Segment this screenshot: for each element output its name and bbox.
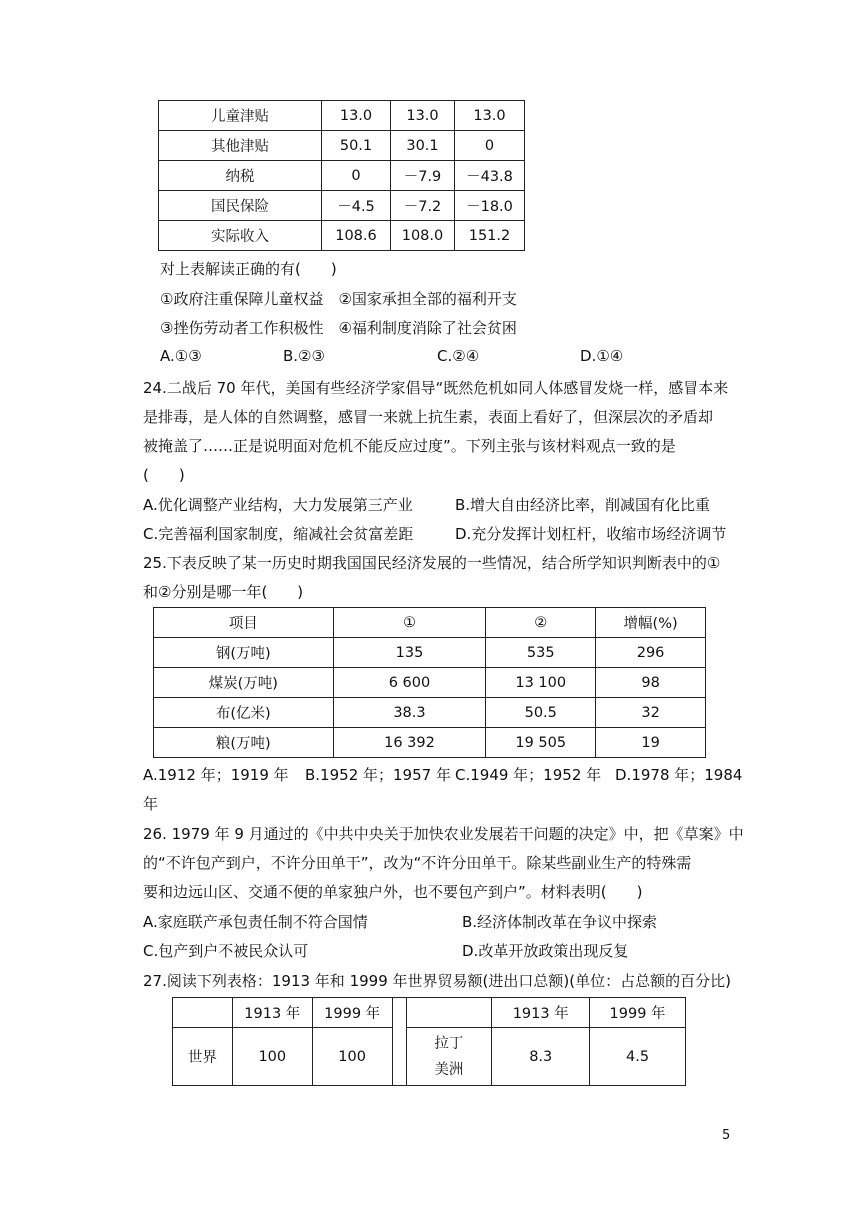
q25-line-1: 25.下表反映了某一历史时期我国国民经济发展的一些情况，结合所学知识判断表中的①	[143, 554, 721, 572]
welfare-table-row	[159, 101, 525, 131]
q26-option-c: C.包产到户不被民众认可	[143, 942, 309, 960]
q26-line-2: 的“不许包产到户，不许分田单干”，改为“不许分田单干。除某些副业生产的特殊需	[143, 854, 692, 872]
economy-table-cell: 32	[596, 698, 706, 728]
economy-table	[153, 607, 706, 758]
q24-line-2: 是排毒，是人体的自然调整，感冒一来就上抗生素，表面上看好了，但深层次的矛盾却	[143, 408, 714, 426]
trade-right-row-label-1: 拉丁	[434, 1035, 464, 1052]
trade-table	[172, 997, 686, 1086]
q25-option-b: B.1952 年；1957 年	[305, 766, 451, 784]
welfare-table-row	[159, 161, 525, 191]
economy-table-cell: 19	[596, 728, 706, 758]
welfare-table-cell: 13.0	[322, 101, 391, 131]
trade-left-row-1913: 100	[232, 1028, 312, 1086]
q24-option-d: D.充分发挥计划杠杆，收缩市场经济调节	[455, 525, 727, 543]
welfare-table-cell: 国民保险	[159, 191, 322, 221]
economy-table-cell: 19 505	[486, 728, 596, 758]
trade-divider	[392, 998, 406, 1086]
q23-statement-1: ①政府注重保障儿童权益 ②国家承担全部的福利开支	[160, 290, 517, 308]
welfare-table-cell: －4.5	[322, 191, 391, 221]
q24-option-a: A.优化调整产业结构，大力发展第三产业	[143, 496, 413, 514]
welfare-table-cell: 0	[455, 131, 525, 161]
q23-prompt: 对上表解读正确的有( )	[160, 260, 337, 278]
trade-right-header-1: 1913 年	[492, 998, 590, 1028]
page-number: 5	[722, 1128, 731, 1143]
economy-table-row	[154, 728, 706, 758]
economy-table-row	[154, 668, 706, 698]
economy-table-row	[154, 638, 706, 668]
q24-option-b: B.增大自由经济比率，削减国有化比重	[455, 496, 711, 514]
welfare-table-cell: －7.9	[391, 161, 455, 191]
trade-right-row-label-2: 美洲	[434, 1061, 464, 1078]
q24-option-c: C.完善福利国家制度，缩减社会贫富差距	[143, 525, 414, 543]
trade-right-header-2: 1999 年	[590, 998, 686, 1028]
economy-table-cell: 296	[596, 638, 706, 668]
welfare-table-cell: －43.8	[455, 161, 525, 191]
welfare-table-cell: 其他津贴	[159, 131, 322, 161]
welfare-table-cell: 108.6	[322, 221, 391, 251]
q23-statement-2: ③挫伤劳动者工作积极性 ④福利制度消除了社会贫困	[160, 319, 517, 337]
economy-table-cell: 粮(万吨)	[154, 728, 334, 758]
q26-line-3: 要和边远山区、交通不便的单家独户外，也不要包产到户”。材料表明( )	[143, 883, 643, 901]
q25-option-c: C.1949 年；1952 年	[455, 766, 602, 784]
welfare-table-cell: 实际收入	[159, 221, 322, 251]
economy-table-header-cell: 增幅(%)	[596, 608, 706, 638]
economy-table-header-cell: ②	[486, 608, 596, 638]
q23-option-a: A.①③	[160, 347, 202, 365]
welfare-table-cell: 13.0	[391, 101, 455, 131]
q24-line-4: ( )	[143, 466, 185, 484]
q25-option-a: A.1912 年；1919 年	[143, 766, 289, 784]
trade-left-row-label: 世界	[173, 1028, 233, 1086]
q26-option-d: D.改革开放政策出现反复	[462, 942, 629, 960]
welfare-table-cell: 0	[322, 161, 391, 191]
q23-option-b: B.②③	[283, 347, 325, 365]
welfare-table-cell: －7.2	[391, 191, 455, 221]
economy-table-cell: 钢(万吨)	[154, 638, 334, 668]
economy-table-cell: 13 100	[486, 668, 596, 698]
economy-table-cell: 6 600	[333, 668, 486, 698]
trade-right-header-0	[406, 998, 492, 1028]
economy-table-header-cell: ①	[333, 608, 486, 638]
welfare-table-row	[159, 191, 525, 221]
welfare-table-cell: 30.1	[391, 131, 455, 161]
economy-table-cell: 38.3	[333, 698, 486, 728]
welfare-table-cell: －18.0	[455, 191, 525, 221]
trade-left-header-1: 1913 年	[232, 998, 312, 1028]
trade-left-header-0	[173, 998, 233, 1028]
q26-option-a: A.家庭联产承包责任制不符合国情	[143, 913, 368, 931]
q26-line-1: 26. 1979 年 9 月通过的《中共中央关于加快农业发展若干问题的决定》中，把《草案》中	[143, 825, 744, 843]
welfare-table-cell: 13.0	[455, 101, 525, 131]
q23-option-c: C.②④	[437, 347, 480, 365]
welfare-table-cell: 108.0	[391, 221, 455, 251]
welfare-table-row	[159, 131, 525, 161]
trade-left-header-2: 1999 年	[312, 998, 392, 1028]
trade-left-row-1999: 100	[312, 1028, 392, 1086]
economy-table-cell: 98	[596, 668, 706, 698]
economy-table-cell: 50.5	[486, 698, 596, 728]
q25-option-d: D.1978 年；1984	[615, 766, 743, 784]
welfare-table-cell: 儿童津贴	[159, 101, 322, 131]
economy-table-header	[154, 608, 706, 638]
q27-line: 27.阅读下列表格：1913 年和 1999 年世界贸易额(进出口总额)(单位：占总额的百分比)	[143, 972, 731, 990]
economy-table-cell: 535	[486, 638, 596, 668]
q23-option-d: D.①④	[580, 347, 624, 365]
economy-table-header-cell: 项目	[154, 608, 334, 638]
welfare-table-cell: 50.1	[322, 131, 391, 161]
trade-right-row-1999: 4.5	[590, 1028, 686, 1086]
economy-table-cell: 布(亿米)	[154, 698, 334, 728]
trade-right-row-label	[406, 1028, 492, 1086]
welfare-table	[158, 100, 525, 251]
economy-table-cell: 135	[333, 638, 486, 668]
welfare-table-cell: 纳税	[159, 161, 322, 191]
welfare-table-row	[159, 221, 525, 251]
q25-option-d-wrap: 年	[143, 795, 159, 813]
economy-table-cell: 16 392	[333, 728, 486, 758]
q26-option-b: B.经济体制改革在争议中探索	[462, 913, 658, 931]
q24-line-1: 24.二战后 70 年代，美国有些经济学家倡导“既然危机如同人体感冒发烧一样，感冒本来	[143, 379, 729, 397]
welfare-table-cell: 151.2	[455, 221, 525, 251]
economy-table-row	[154, 698, 706, 728]
economy-table-cell: 煤炭(万吨)	[154, 668, 334, 698]
q25-line-2: 和②分别是哪一年( )	[143, 583, 304, 601]
trade-right-row-1913: 8.3	[492, 1028, 590, 1086]
q24-line-3: 被掩盖了……正是说明面对危机不能反应过度”。下列主张与该材料观点一致的是	[143, 437, 676, 455]
